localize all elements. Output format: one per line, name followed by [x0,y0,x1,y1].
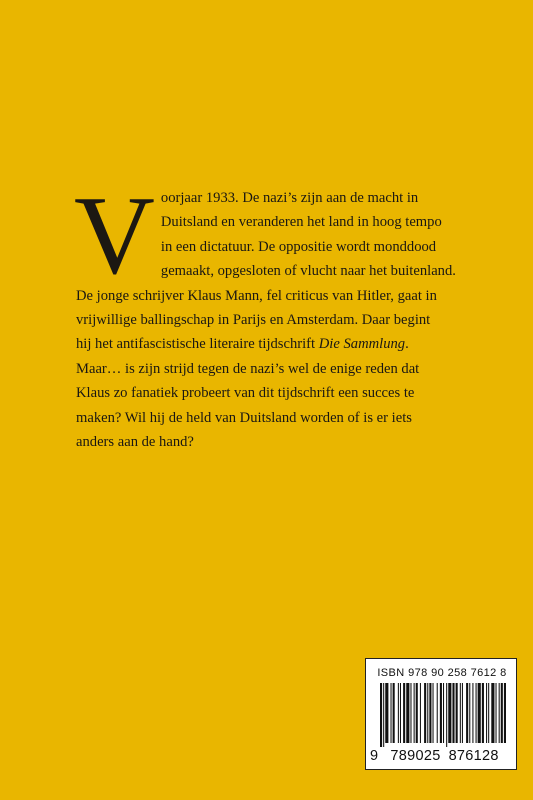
drop-cap: V [74,174,155,298]
barcode-bar [496,683,497,743]
barcode-bar [452,683,454,743]
barcode-bar [466,683,468,743]
barcode-bar [486,683,487,743]
barcode-bar [499,683,500,743]
ean-right-group: 876128 [448,748,499,764]
ean-first-digit: 9 [370,748,379,764]
barcode-bar [380,683,382,747]
barcode-bar [478,683,481,743]
barcode-bar [383,683,384,747]
magazine-punct: . [405,336,409,353]
barcode-bar [410,683,411,743]
barcode-bar [462,683,463,743]
barcode-bar [504,683,506,743]
blurb-line: Duitsland en veranderen het land in hoog tempo [160,214,442,231]
barcode-bar [406,683,409,743]
barcode-bar [456,683,458,743]
blurb-line: anders aan de hand? [76,434,194,451]
barcode-bar [403,683,405,743]
barcode-bar [476,683,477,743]
barcode-bar [420,683,421,743]
barcode-bar [469,683,470,743]
barcode-bar [433,683,434,743]
barcode-bar [416,683,418,743]
blurb-line: Maar… is zijn strijd tegen de nazi’s wel de enige reden dat [76,360,420,377]
barcode-bar [440,683,442,743]
barcode-bar [446,683,447,747]
barcode-bar [427,683,428,743]
barcode-bar [491,683,494,743]
barcode-bar [482,683,484,743]
blurb-line-text: hij het antifascistische literaire tijdschrift [76,336,319,353]
barcode-bar [385,683,388,743]
barcode-bar [472,683,473,743]
blurb-line: Klaus zo fanatiek probeert van dit tijdschrift een succes te [76,385,415,402]
barcode-bar [400,683,401,743]
blurb-line: De jonge schrijver Klaus Mann, fel criticus van Hitler, gaat in [76,287,437,304]
ean-left-group: 789025 [390,748,441,764]
magazine-title: Die Sammlung [318,336,406,353]
barcode-bars [380,683,506,747]
barcode-bar [398,683,399,743]
blurb-line: oorjaar 1933. De nazi’s zijn aan de macht in [160,190,419,206]
barcode-bar [429,683,431,743]
blurb-line: vrijwillige ballingschap in Parijs en Amsterdam. Daar begint [76,312,431,329]
barcode-bar [460,683,461,743]
barcode-bar [391,683,392,743]
isbn-barcode [365,658,517,770]
barcode-bar [424,683,426,743]
barcode-bar [448,683,451,743]
barcode-bar [443,683,444,743]
isbn-label: ISBN 978 90 258 7612 8 [377,667,507,679]
barcode-bar [393,683,395,743]
blurb-text [74,174,466,454]
blurb-line: in een dictatuur. De oppositie wordt monddood [160,238,437,255]
blurb-line-magazine [76,332,466,356]
ean-digits [370,748,514,764]
barcode-bar [437,683,438,743]
barcode-bar [414,683,415,743]
barcode-bar [501,683,503,743]
blurb-line: gemaakt, opgesloten of vlucht naar het buitenland. [160,263,456,280]
blurb-line: maken? Wil hij de held van Duitsland worden of is er iets [76,409,412,426]
barcode-bar [488,683,489,743]
